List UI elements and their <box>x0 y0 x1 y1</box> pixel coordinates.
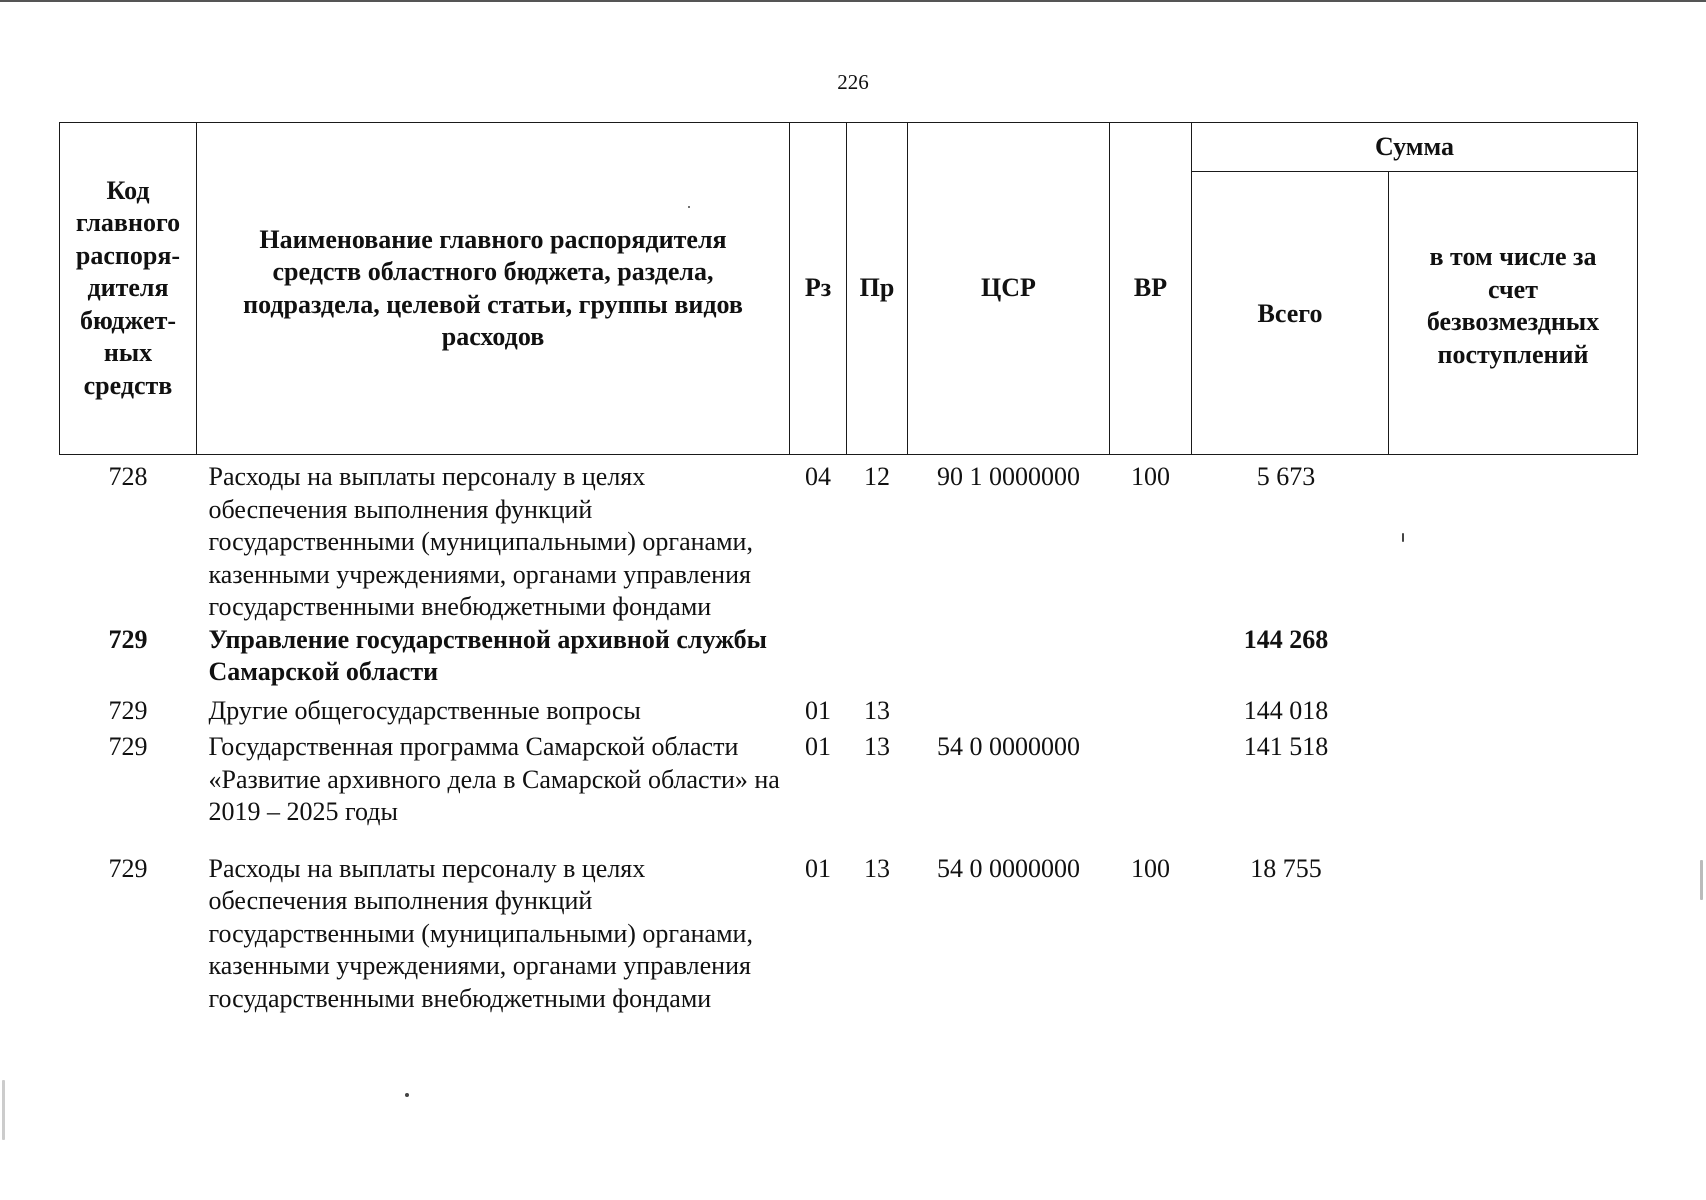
cell-name: Расходы на выплаты персоналу в целях обеспечения выполнения функций государственными (муниципальными) органами, казенными учреждениями, органами управления государственными внебюджетными фондами <box>208 462 753 621</box>
table-row <box>60 455 1638 624</box>
cell-vr <box>1110 727 1192 853</box>
cell-rz: 04 <box>805 462 831 491</box>
header-csr: ЦСР <box>908 123 1110 455</box>
cell-vr <box>1110 624 1192 689</box>
table-row <box>60 727 1638 853</box>
cell-name: Другие общегосударственные вопросы <box>208 695 641 725</box>
header-name: Наименование главного распорядителя средств областного бюджета, раздела, подраздела, целевой статьи, группы видов расходов <box>197 123 790 455</box>
cell-code: 728 <box>108 462 148 491</box>
cell-csr <box>908 624 1110 689</box>
cell-grants <box>1389 689 1638 728</box>
budget-table <box>59 122 1638 1015</box>
page-top-rule <box>0 0 1706 2</box>
cell-grants <box>1389 853 1638 1016</box>
header-rz: Рз <box>790 123 847 455</box>
cell-total: 144 018 <box>1243 695 1329 725</box>
table-header <box>60 123 1638 455</box>
scan-speck <box>1700 860 1703 900</box>
header-vr: ВР <box>1110 123 1192 455</box>
cell-pr: 13 <box>864 695 890 725</box>
cell-code: 729 <box>108 695 148 725</box>
cell-name: Расходы на выплаты персоналу в целях обеспечения выполнения функций государственными (муниципальными) органами, казенными учреждениями, органами управления государственными внебюджетными фондами <box>208 853 753 1013</box>
cell-total: 5 673 <box>1256 462 1316 491</box>
cell-code: 729 <box>108 624 148 654</box>
scan-speck <box>1402 533 1404 542</box>
header-pr: Пр <box>847 123 908 455</box>
table-body <box>60 455 1638 1016</box>
cell-vr <box>1110 689 1192 728</box>
header-sum: Сумма <box>1192 123 1638 172</box>
cell-vr: 100 <box>1131 462 1170 491</box>
scan-speck <box>688 206 690 208</box>
cell-name: Государственная программа Самарской области «Развитие архивного дела в Самарской области» на 2019 – 2025 годы <box>208 732 780 826</box>
cell-csr: 54 0 0000000 <box>937 853 1080 883</box>
scan-speck <box>405 1093 409 1097</box>
cell-pr: 13 <box>864 732 890 761</box>
cell-pr <box>847 624 908 689</box>
table-row <box>60 689 1638 728</box>
cell-csr <box>908 689 1110 728</box>
cell-grants <box>1389 455 1638 624</box>
table-row <box>60 624 1638 689</box>
cell-rz: 01 <box>805 695 831 725</box>
cell-csr: 90 1 0000000 <box>937 462 1080 491</box>
cell-csr: 54 0 0000000 <box>937 732 1080 761</box>
cell-pr: 12 <box>864 462 890 491</box>
cell-vr: 100 <box>1131 853 1170 883</box>
cell-rz <box>790 624 847 689</box>
cell-rz: 01 <box>805 853 831 883</box>
cell-rz: 01 <box>805 732 831 761</box>
header-grants: в том числе за счет безвозмездных поступлений <box>1389 172 1638 455</box>
header-total: Всего <box>1192 172 1389 455</box>
page-number: 226 <box>837 70 869 94</box>
cell-total: 141 518 <box>1243 732 1329 761</box>
cell-grants <box>1389 727 1638 853</box>
header-code: Код главного распоря-дителя бюджет-ных средств <box>60 123 197 455</box>
cell-code: 729 <box>108 732 148 761</box>
cell-name: Управление государственной архивной службы Самарской области <box>208 624 767 686</box>
cell-code: 729 <box>108 853 148 883</box>
table-row <box>60 853 1638 1016</box>
cell-total: 144 268 <box>1243 624 1329 654</box>
cell-grants <box>1389 624 1638 689</box>
scan-speck <box>2 1080 5 1140</box>
cell-pr: 13 <box>864 853 890 883</box>
cell-total: 18 755 <box>1250 853 1322 883</box>
